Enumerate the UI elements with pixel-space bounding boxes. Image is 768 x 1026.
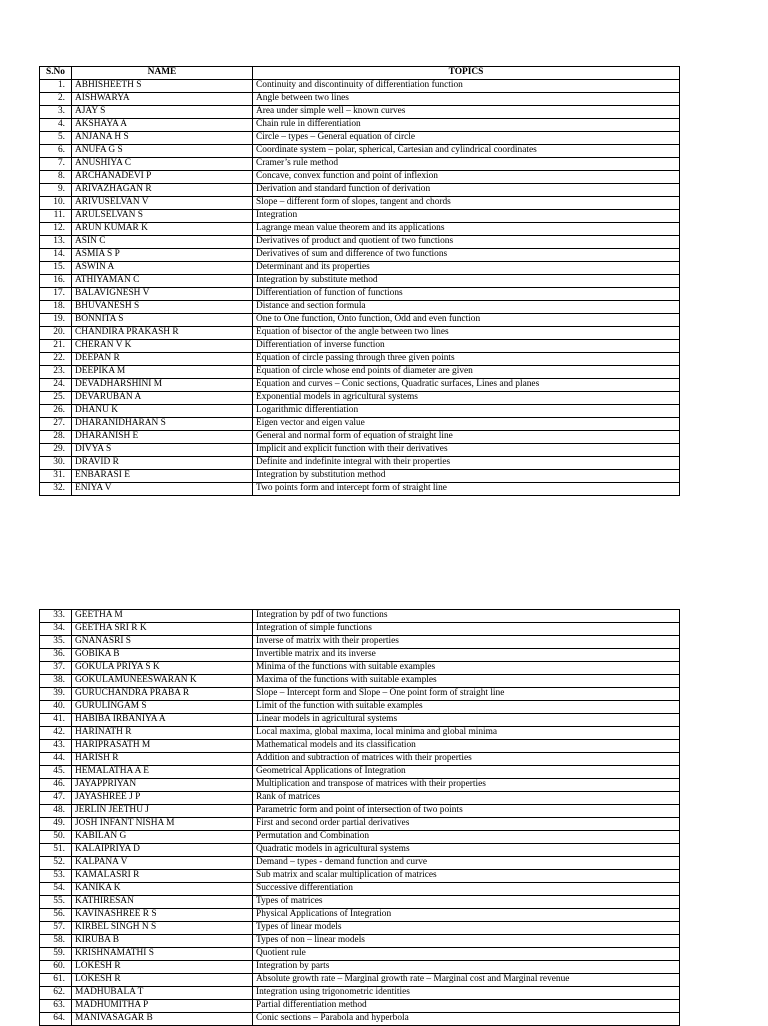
topics-table-1	[39, 66, 680, 496]
student-name-cell: BONNITA S	[72, 314, 253, 327]
sno-cell: 34.	[40, 623, 72, 636]
student-name-cell: ASWIN A	[72, 262, 253, 275]
topic-cell: Limit of the function with suitable examples	[253, 701, 680, 714]
student-name-cell: KAMALASRI R	[72, 870, 253, 883]
table-row	[40, 392, 680, 405]
table-row	[40, 740, 680, 753]
topic-cell: Equation and curves – Conic sections, Quadratic surfaces, Lines and planes	[253, 379, 680, 392]
table-2-body	[40, 610, 680, 1026]
student-name-cell: MADHUBALA T	[72, 987, 253, 1000]
sno-cell: 14.	[40, 249, 72, 262]
topic-cell: Quotient rule	[253, 948, 680, 961]
table-row	[40, 431, 680, 444]
topic-cell: General and normal form of equation of straight line	[253, 431, 680, 444]
sno-cell: 42.	[40, 727, 72, 740]
student-name-cell: HEMALATHA A E	[72, 766, 253, 779]
sno-cell: 55.	[40, 896, 72, 909]
student-name-cell: MANIVASAGAR B	[72, 1013, 253, 1026]
table-row	[40, 818, 680, 831]
topic-cell: Integration	[253, 210, 680, 223]
student-name-cell: ARUN KUMAR K	[72, 223, 253, 236]
table-row	[40, 870, 680, 883]
student-name-cell: AJAY S	[72, 106, 253, 119]
topic-cell: Exponential models in agricultural systems	[253, 392, 680, 405]
sno-cell: 11.	[40, 210, 72, 223]
table-row	[40, 987, 680, 1000]
student-name-cell: HARIPRASATH M	[72, 740, 253, 753]
sno-cell: 9.	[40, 184, 72, 197]
sno-cell: 25.	[40, 392, 72, 405]
student-name-cell: HABIBA IRBANIYA A	[72, 714, 253, 727]
sno-cell: 59.	[40, 948, 72, 961]
table-row	[40, 418, 680, 431]
header-name: NAME	[72, 67, 253, 80]
topic-cell: Distance and section formula	[253, 301, 680, 314]
sno-cell: 26.	[40, 405, 72, 418]
table-row	[40, 909, 680, 922]
sno-cell: 10.	[40, 197, 72, 210]
student-name-cell: CHERAN V K	[72, 340, 253, 353]
sno-cell: 27.	[40, 418, 72, 431]
student-name-cell: ANUSHIYA C	[72, 158, 253, 171]
topic-cell: Partial differentiation method	[253, 1000, 680, 1013]
table-row	[40, 727, 680, 740]
student-name-cell: ENBARASI E	[72, 470, 253, 483]
student-name-cell: GEETHA M	[72, 610, 253, 623]
topic-cell: Demand – types - demand function and curve	[253, 857, 680, 870]
table-row	[40, 80, 680, 93]
sno-cell: 49.	[40, 818, 72, 831]
topic-cell: Conic sections – Parabola and hyperbola	[253, 1013, 680, 1026]
topic-cell: Inverse of matrix with their properties	[253, 636, 680, 649]
sno-cell: 29.	[40, 444, 72, 457]
sno-cell: 53.	[40, 870, 72, 883]
student-name-cell: JERLIN JEETHU J	[72, 805, 253, 818]
topic-cell: Concave, convex function and point of inflexion	[253, 171, 680, 184]
student-name-cell: BHUVANESH S	[72, 301, 253, 314]
student-name-cell: ANJANA H S	[72, 132, 253, 145]
sno-cell: 37.	[40, 662, 72, 675]
student-name-cell: GOBIKA B	[72, 649, 253, 662]
topic-cell: Maxima of the functions with suitable examples	[253, 675, 680, 688]
table-row	[40, 649, 680, 662]
sno-cell: 44.	[40, 753, 72, 766]
topic-cell: Coordinate system – polar, spherical, Cartesian and cylindrical coordinates	[253, 145, 680, 158]
sno-cell: 30.	[40, 457, 72, 470]
sno-cell: 3.	[40, 106, 72, 119]
student-name-cell: DHARANIDHARAN S	[72, 418, 253, 431]
table-row	[40, 444, 680, 457]
table-row	[40, 688, 680, 701]
student-name-cell: ABHISHEETH S	[72, 80, 253, 93]
table-row	[40, 249, 680, 262]
student-name-cell: JOSH INFANT NISHA M	[72, 818, 253, 831]
topic-cell: Quadratic models in agricultural systems	[253, 844, 680, 857]
table-row	[40, 831, 680, 844]
table-row	[40, 974, 680, 987]
table-row	[40, 262, 680, 275]
sno-cell: 1.	[40, 80, 72, 93]
student-name-cell: GOKULA PRIYA S K	[72, 662, 253, 675]
table-row	[40, 948, 680, 961]
table-row	[40, 93, 680, 106]
table-row	[40, 184, 680, 197]
table-row	[40, 132, 680, 145]
sno-cell: 57.	[40, 922, 72, 935]
topic-cell: Integration using trigonometric identities	[253, 987, 680, 1000]
sno-cell: 17.	[40, 288, 72, 301]
topic-cell: Derivatives of sum and difference of two functions	[253, 249, 680, 262]
topic-cell: Integration by substitution method	[253, 470, 680, 483]
student-name-cell: DHANU K	[72, 405, 253, 418]
sno-cell: 52.	[40, 857, 72, 870]
student-name-cell: LOKESH R	[72, 961, 253, 974]
topic-cell: Differentiation of function of functions	[253, 288, 680, 301]
topic-cell: Area under simple well – known curves	[253, 106, 680, 119]
topic-cell: Local maxima, global maxima, local minima and global minima	[253, 727, 680, 740]
table-row	[40, 483, 680, 496]
student-name-cell: HARINATH R	[72, 727, 253, 740]
sno-cell: 24.	[40, 379, 72, 392]
sno-cell: 58.	[40, 935, 72, 948]
table-row	[40, 236, 680, 249]
student-name-cell: DIVYA S	[72, 444, 253, 457]
student-name-cell: ENIYA V	[72, 483, 253, 496]
table-row	[40, 922, 680, 935]
table-row	[40, 792, 680, 805]
topic-cell: Equation of circle whose end points of diameter are given	[253, 366, 680, 379]
sno-cell: 47.	[40, 792, 72, 805]
table-row	[40, 662, 680, 675]
sno-cell: 13.	[40, 236, 72, 249]
topic-cell: Mathematical models and its classification	[253, 740, 680, 753]
table-row	[40, 470, 680, 483]
sno-cell: 56.	[40, 909, 72, 922]
sno-cell: 4.	[40, 119, 72, 132]
table-row	[40, 805, 680, 818]
topic-cell: Addition and subtraction of matrices with their properties	[253, 753, 680, 766]
table-row	[40, 314, 680, 327]
student-name-cell: AKSHAYA A	[72, 119, 253, 132]
sno-cell: 38.	[40, 675, 72, 688]
student-name-cell: JAYASHREE J P	[72, 792, 253, 805]
topic-cell: Integration by substitute method	[253, 275, 680, 288]
student-name-cell: ARIVUSELVAN V	[72, 197, 253, 210]
student-name-cell: KATHIRESAN	[72, 896, 253, 909]
sno-cell: 40.	[40, 701, 72, 714]
sno-cell: 5.	[40, 132, 72, 145]
table-row	[40, 379, 680, 392]
topic-cell: Continuity and discontinuity of differentiation function	[253, 80, 680, 93]
table-row	[40, 857, 680, 870]
sno-cell: 28.	[40, 431, 72, 444]
topic-cell: Determinant and its properties	[253, 262, 680, 275]
table-row	[40, 766, 680, 779]
topic-cell: Equation of bisector of the angle between two lines	[253, 327, 680, 340]
topic-cell: Physical Applications of Integration	[253, 909, 680, 922]
topic-cell: Slope – Intercept form and Slope – One point form of straight line	[253, 688, 680, 701]
student-name-cell: BALAVIGNESH V	[72, 288, 253, 301]
topic-cell: Cramer’s rule method	[253, 158, 680, 171]
student-name-cell: DEVARUBAN A	[72, 392, 253, 405]
topic-cell: Logarithmic differentiation	[253, 405, 680, 418]
topic-cell: Slope – different form of slopes, tangent and chords	[253, 197, 680, 210]
topic-cell: First and second order partial derivatives	[253, 818, 680, 831]
table-row	[40, 158, 680, 171]
student-name-cell: CHANDIRA PRAKASH R	[72, 327, 253, 340]
table-1-body	[40, 80, 680, 496]
student-name-cell: ARIVAZHAGAN R	[72, 184, 253, 197]
student-name-cell: AISHWARYA	[72, 93, 253, 106]
student-name-cell: GNANASRI S	[72, 636, 253, 649]
topic-cell: Permutation and Combination	[253, 831, 680, 844]
student-name-cell: DRAVID R	[72, 457, 253, 470]
topic-cell: Rank of matrices	[253, 792, 680, 805]
topic-cell: Types of matrices	[253, 896, 680, 909]
topic-cell: Differentiation of inverse function	[253, 340, 680, 353]
table-row	[40, 610, 680, 623]
table-row	[40, 701, 680, 714]
sno-cell: 51.	[40, 844, 72, 857]
topic-cell: Multiplication and transpose of matrices with their properties	[253, 779, 680, 792]
topic-cell: Types of non – linear models	[253, 935, 680, 948]
sno-cell: 6.	[40, 145, 72, 158]
sno-cell: 43.	[40, 740, 72, 753]
topic-cell: Parametric form and point of intersection of two points	[253, 805, 680, 818]
table-row	[40, 779, 680, 792]
table-row	[40, 883, 680, 896]
student-name-cell: KALPANA V	[72, 857, 253, 870]
topic-cell: Equation of circle passing through three given points	[253, 353, 680, 366]
sno-cell: 22.	[40, 353, 72, 366]
student-name-cell: KAVINASHREE R S	[72, 909, 253, 922]
sno-cell: 2.	[40, 93, 72, 106]
sno-cell: 39.	[40, 688, 72, 701]
table-row	[40, 623, 680, 636]
topic-cell: Derivation and standard function of derivation	[253, 184, 680, 197]
student-name-cell: ATHIYAMAN C	[72, 275, 253, 288]
topic-cell: Circle – types – General equation of circle	[253, 132, 680, 145]
table-row	[40, 275, 680, 288]
table-row	[40, 353, 680, 366]
student-name-cell: ASIN C	[72, 236, 253, 249]
topic-cell: Sub matrix and scalar multiplication of matrices	[253, 870, 680, 883]
topic-cell: Definite and indefinite integral with their properties	[253, 457, 680, 470]
sno-cell: 64.	[40, 1013, 72, 1026]
student-name-cell: JAYAPPRIYAN	[72, 779, 253, 792]
student-name-cell: LOKESH R	[72, 974, 253, 987]
student-name-cell: GURULINGAM S	[72, 701, 253, 714]
sno-cell: 36.	[40, 649, 72, 662]
topic-cell: Implicit and explicit function with their derivatives	[253, 444, 680, 457]
topic-cell: Two points form and intercept form of straight line	[253, 483, 680, 496]
sno-cell: 21.	[40, 340, 72, 353]
student-name-cell: ARCHANADEVI P	[72, 171, 253, 184]
table-row	[40, 366, 680, 379]
student-name-cell: DHARANISH E	[72, 431, 253, 444]
topic-cell: Integration by pdf of two functions	[253, 610, 680, 623]
sno-cell: 54.	[40, 883, 72, 896]
topic-cell: Integration of simple functions	[253, 623, 680, 636]
student-name-cell: GURUCHANDRA PRABA R	[72, 688, 253, 701]
table-row	[40, 327, 680, 340]
sno-cell: 46.	[40, 779, 72, 792]
student-name-cell: GEETHA SRI R K	[72, 623, 253, 636]
sno-cell: 62.	[40, 987, 72, 1000]
student-name-cell: GOKULAMUNEESWARAN K	[72, 675, 253, 688]
sno-cell: 50.	[40, 831, 72, 844]
topic-cell: Types of linear models	[253, 922, 680, 935]
table-row	[40, 171, 680, 184]
table-row	[40, 896, 680, 909]
sno-cell: 20.	[40, 327, 72, 340]
table-row	[40, 1000, 680, 1013]
topic-cell: Eigen vector and eigen value	[253, 418, 680, 431]
topic-cell: Invertible matrix and its inverse	[253, 649, 680, 662]
table-row	[40, 119, 680, 132]
sno-cell: 16.	[40, 275, 72, 288]
student-name-cell: ASMIA S P	[72, 249, 253, 262]
table-row	[40, 301, 680, 314]
table-row	[40, 675, 680, 688]
student-name-cell: ARULSELVAN S	[72, 210, 253, 223]
topic-cell: Linear models in agricultural systems	[253, 714, 680, 727]
topic-cell: Geometrical Applications of Integration	[253, 766, 680, 779]
table-row	[40, 714, 680, 727]
sno-cell: 19.	[40, 314, 72, 327]
student-name-cell: KANIKA K	[72, 883, 253, 896]
sno-cell: 31.	[40, 470, 72, 483]
sno-cell: 63.	[40, 1000, 72, 1013]
table-row	[40, 197, 680, 210]
table-row	[40, 636, 680, 649]
topic-cell: Integration by parts	[253, 961, 680, 974]
topic-cell: Minima of the functions with suitable examples	[253, 662, 680, 675]
student-name-cell: ANUFA G S	[72, 145, 253, 158]
student-name-cell: MADHUMITHA P	[72, 1000, 253, 1013]
topic-cell: Angle between two lines	[253, 93, 680, 106]
topics-table-2	[39, 609, 680, 1026]
student-name-cell: KIRBEL SINGH N S	[72, 922, 253, 935]
sno-cell: 8.	[40, 171, 72, 184]
topic-cell: Derivatives of product and quotient of two functions	[253, 236, 680, 249]
sno-cell: 33.	[40, 610, 72, 623]
sno-cell: 15.	[40, 262, 72, 275]
student-name-cell: DEEPIKA M	[72, 366, 253, 379]
student-name-cell: KIRUBA B	[72, 935, 253, 948]
student-name-cell: DEEPAN R	[72, 353, 253, 366]
sno-cell: 18.	[40, 301, 72, 314]
header-topics: TOPICS	[253, 67, 680, 80]
table-row	[40, 961, 680, 974]
table-row	[40, 753, 680, 766]
student-name-cell: KALAIPRIYA D	[72, 844, 253, 857]
table-row	[40, 935, 680, 948]
sno-cell: 41.	[40, 714, 72, 727]
sno-cell: 45.	[40, 766, 72, 779]
sno-cell: 61.	[40, 974, 72, 987]
table-header-row	[40, 67, 680, 80]
topic-cell: Successive differentiation	[253, 883, 680, 896]
sno-cell: 7.	[40, 158, 72, 171]
table-row	[40, 288, 680, 301]
sno-cell: 35.	[40, 636, 72, 649]
table-row	[40, 210, 680, 223]
table-row	[40, 223, 680, 236]
topic-cell: Absolute growth rate – Marginal growth rate – Marginal cost and Marginal revenue	[253, 974, 680, 987]
topic-cell: One to One function, Onto function, Odd and even function	[253, 314, 680, 327]
table-row	[40, 340, 680, 353]
student-name-cell: HARISH R	[72, 753, 253, 766]
sno-cell: 32.	[40, 483, 72, 496]
topic-cell: Chain rule in differentiation	[253, 119, 680, 132]
topic-cell: Lagrange mean value theorem and its applications	[253, 223, 680, 236]
table-row	[40, 145, 680, 158]
sno-cell: 23.	[40, 366, 72, 379]
table-row	[40, 844, 680, 857]
student-name-cell: DEVADHARSHINI M	[72, 379, 253, 392]
sno-cell: 60.	[40, 961, 72, 974]
table-row	[40, 106, 680, 119]
table-row	[40, 457, 680, 470]
sno-cell: 12.	[40, 223, 72, 236]
table-row	[40, 405, 680, 418]
header-sno: S.No	[40, 67, 72, 80]
student-name-cell: KABILAN G	[72, 831, 253, 844]
student-name-cell: KRISHNAMATHI S	[72, 948, 253, 961]
sno-cell: 48.	[40, 805, 72, 818]
